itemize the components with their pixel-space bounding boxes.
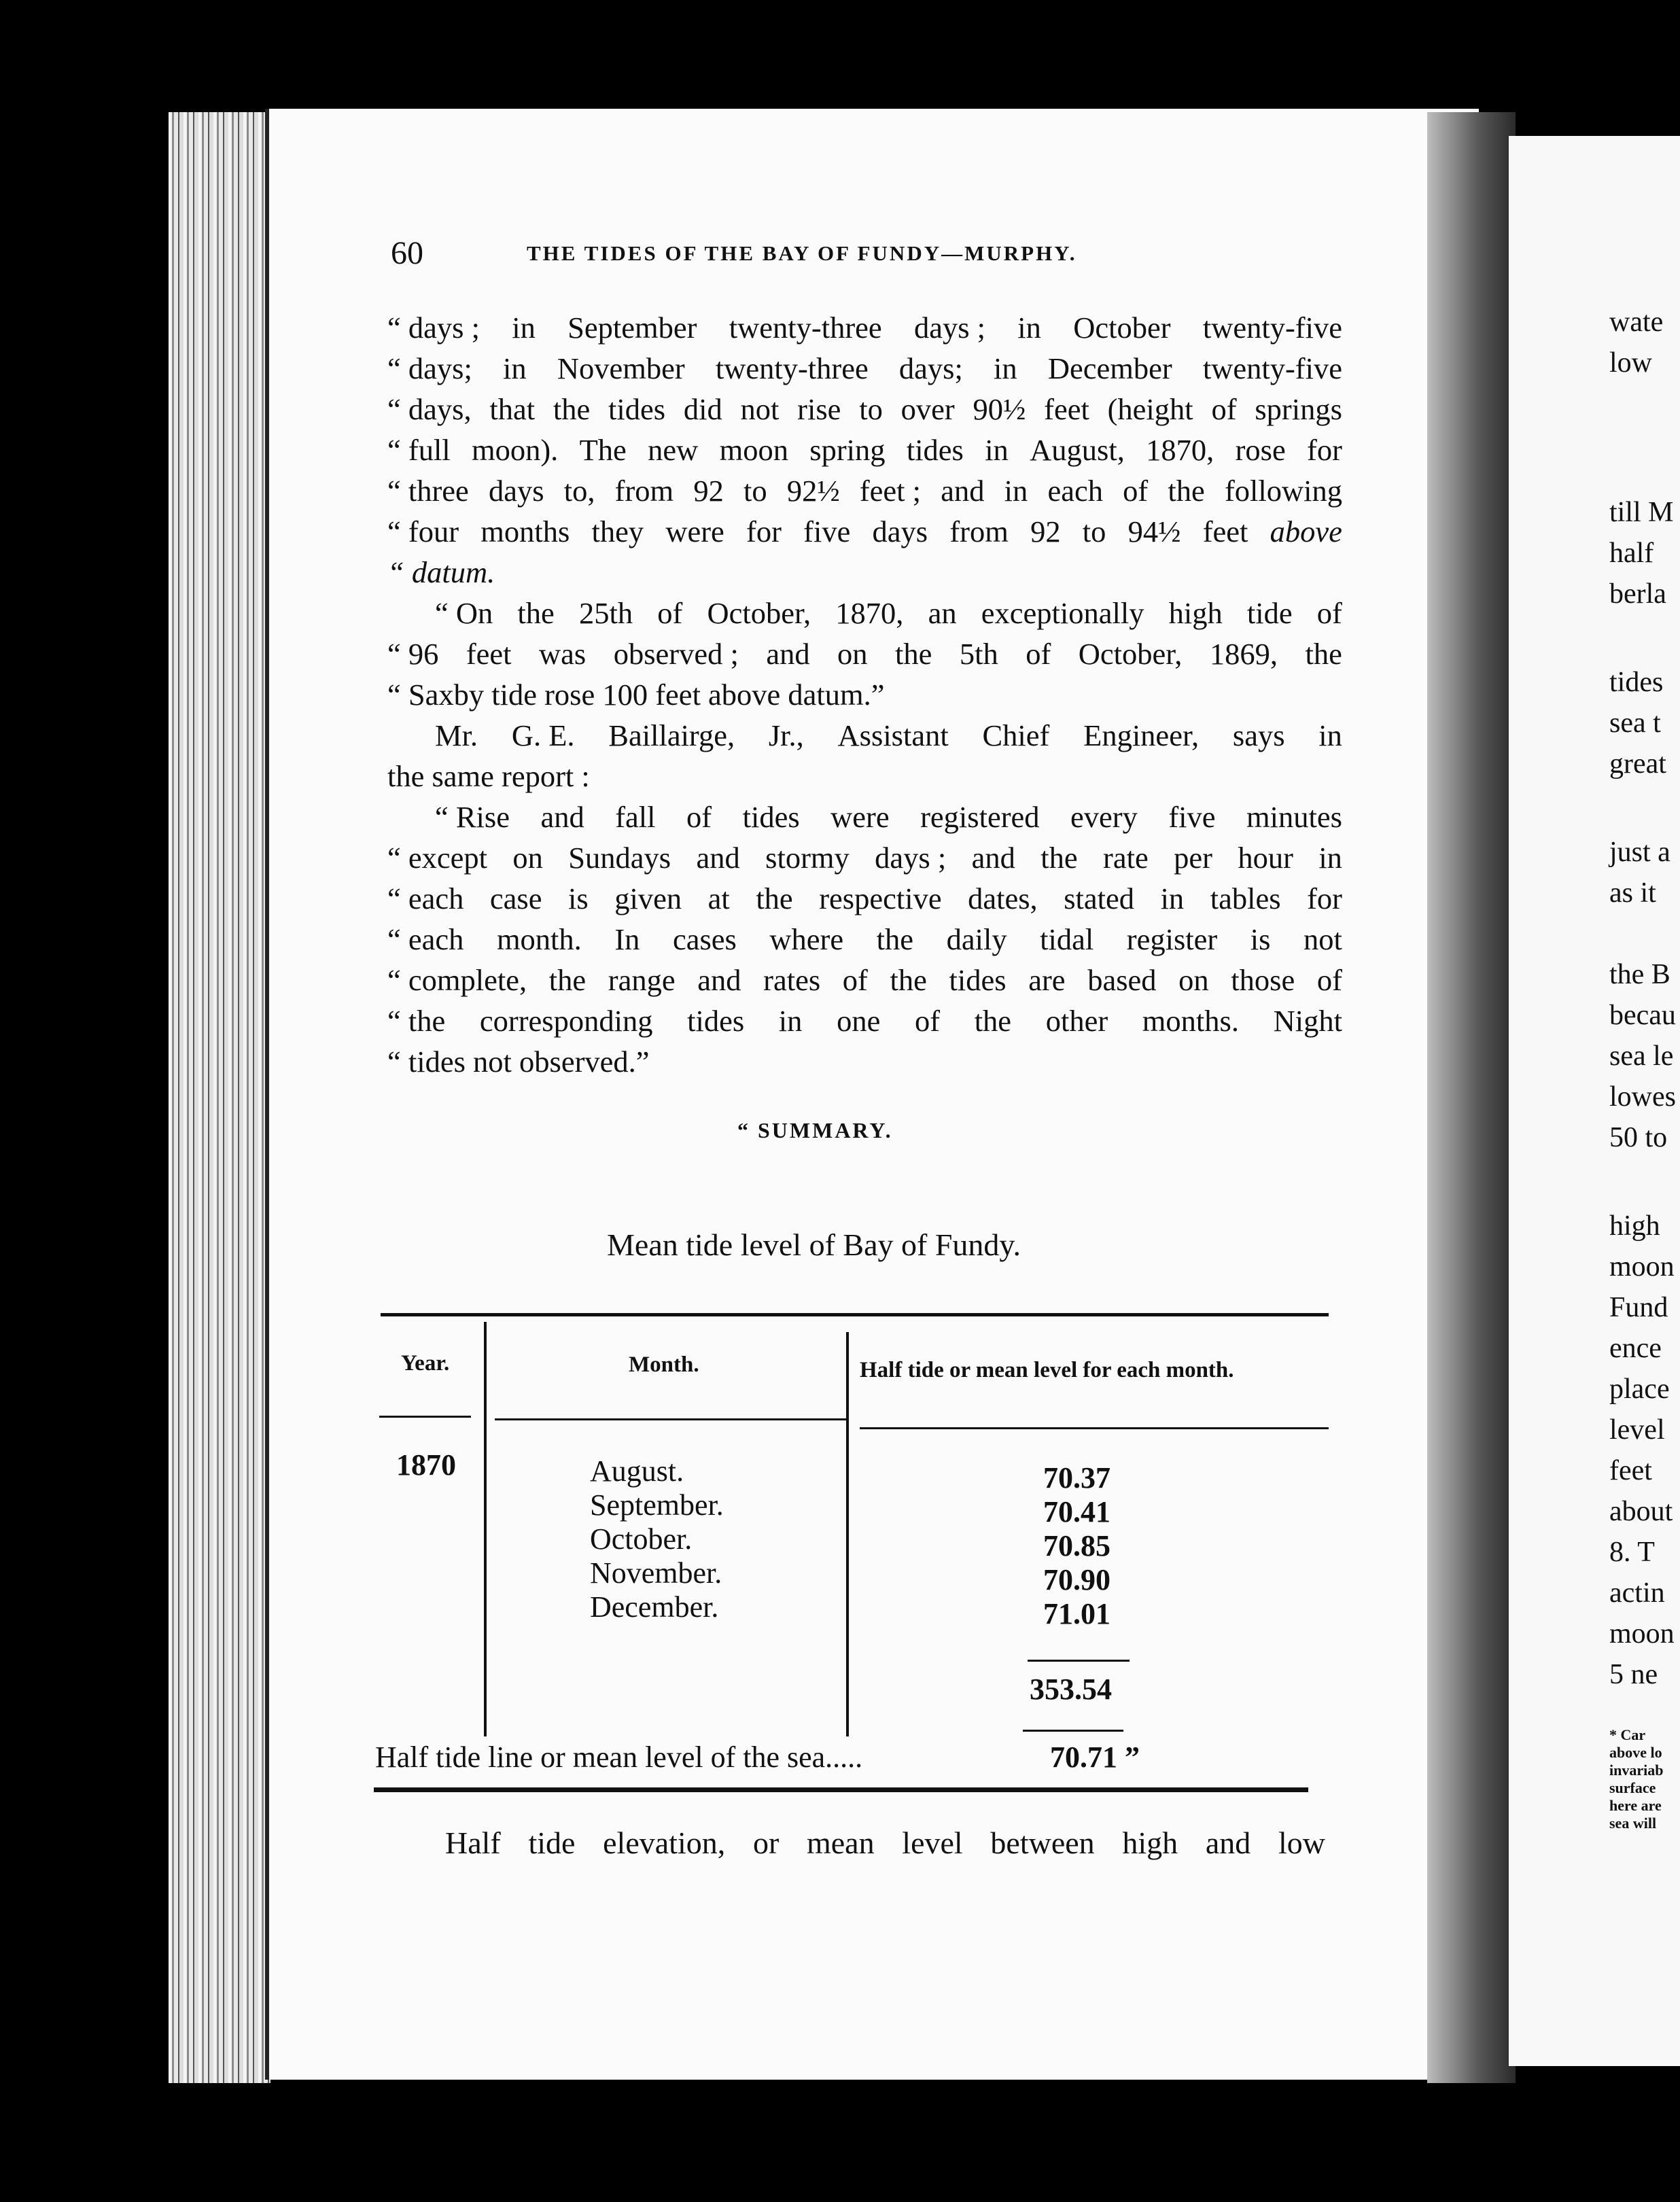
word: of	[1026, 637, 1051, 671]
facing-page-line: becau	[1609, 1000, 1676, 1031]
facing-page-line: 5 ne	[1609, 1659, 1658, 1690]
word: “ Rise	[435, 800, 510, 834]
word: corresponding	[479, 1004, 653, 1038]
word: of	[1211, 392, 1237, 426]
facing-page-line: half	[1609, 538, 1654, 569]
word: the	[974, 1004, 1012, 1038]
word: twenty-five	[1202, 351, 1342, 385]
facing-page-line: as it	[1609, 877, 1656, 909]
column-header-year: Year.	[401, 1351, 450, 1376]
word: Sundays	[568, 841, 671, 875]
word: days ;	[875, 841, 947, 875]
word: of	[1316, 963, 1342, 997]
facing-page-line: wate	[1609, 307, 1664, 338]
facing-page-line: place	[1609, 1374, 1670, 1405]
word: the	[1168, 474, 1205, 508]
word: based	[1087, 963, 1157, 997]
word: to	[859, 392, 883, 426]
word: Half	[445, 1825, 501, 1860]
word: moon).	[472, 433, 559, 467]
word: G. E.	[511, 718, 575, 752]
word: October,	[1078, 637, 1183, 671]
word: “ days;	[387, 351, 472, 385]
facing-page-footnote: invariab	[1609, 1762, 1664, 1779]
word: for	[1307, 881, 1342, 915]
word: August,	[1030, 433, 1125, 467]
word: “ each	[387, 881, 464, 915]
word: months	[480, 514, 570, 548]
word: on	[837, 637, 868, 671]
word: level	[902, 1825, 963, 1860]
word: “ On	[435, 596, 493, 630]
month-list	[590, 1454, 724, 1624]
word: tide	[528, 1825, 576, 1860]
text-line	[387, 430, 1342, 470]
word: case	[489, 881, 542, 915]
facing-page-line: high	[1609, 1210, 1660, 1242]
word: tides	[608, 392, 666, 426]
word: 92	[693, 474, 724, 508]
word: in	[503, 351, 527, 385]
word: Mr.	[435, 718, 478, 752]
facing-page-line: lowes	[1609, 1081, 1676, 1113]
word: In	[614, 922, 640, 956]
running-title: THE TIDES OF THE BAY OF FUNDY—MURPHY.	[527, 241, 1077, 265]
word: feet	[466, 637, 512, 671]
word: the	[890, 963, 927, 997]
word: days;	[898, 351, 963, 385]
word: September	[567, 311, 697, 345]
word: for	[746, 514, 782, 548]
body-text	[387, 307, 1342, 1082]
text-line	[387, 878, 1342, 919]
word: they	[591, 514, 644, 548]
word: October	[1073, 311, 1171, 345]
word: “ 96	[387, 637, 439, 671]
word: Engineer,	[1083, 718, 1200, 752]
month-cell: October.	[590, 1522, 693, 1556]
word: above	[1270, 514, 1342, 548]
word: (height	[1107, 392, 1193, 426]
word: 1869,	[1209, 637, 1278, 671]
month-cell: September.	[590, 1488, 724, 1522]
word: 1870,	[1146, 433, 1214, 467]
word: Assistant	[837, 718, 949, 752]
word: of	[657, 596, 683, 630]
word: not	[1303, 922, 1342, 956]
facing-page-line: actin	[1609, 1577, 1665, 1609]
paragraph-2	[387, 593, 1342, 674]
word: springs	[1255, 392, 1342, 426]
word: in	[1160, 881, 1185, 915]
word: on	[1178, 963, 1209, 997]
value-cell: 70.85	[1043, 1529, 1110, 1562]
word: the	[548, 963, 587, 997]
word: respective	[819, 881, 942, 915]
word: from	[949, 514, 1009, 548]
word: rates	[763, 963, 821, 997]
word: in	[985, 433, 1009, 467]
facing-page-line: tides	[1609, 667, 1664, 698]
word: Night	[1273, 1004, 1342, 1038]
facing-page-line: moon	[1609, 1251, 1675, 1282]
text-line	[387, 837, 1342, 878]
sum-rule	[1028, 1660, 1130, 1662]
text-line	[387, 511, 1342, 552]
value-cell: 70.37	[1043, 1461, 1110, 1495]
word: “ full	[387, 433, 451, 467]
word: tides	[687, 1004, 745, 1038]
text-line	[387, 348, 1342, 389]
word: each	[1047, 474, 1103, 508]
word: to,	[563, 474, 595, 508]
word: between	[990, 1825, 1095, 1860]
word: “ except	[387, 841, 487, 875]
word: are	[1028, 963, 1066, 997]
text-line	[387, 715, 1342, 756]
word: twenty-three	[729, 311, 882, 345]
total-rule	[1023, 1730, 1123, 1732]
word: tides	[906, 433, 964, 467]
word: mean	[806, 1825, 875, 1860]
word: of	[1316, 596, 1342, 630]
word: 90½	[973, 392, 1026, 426]
word: tides	[742, 800, 800, 834]
word: daily	[946, 922, 1007, 956]
word: tables	[1210, 881, 1281, 915]
word: “ days,	[387, 392, 472, 426]
word: and	[696, 841, 740, 875]
facing-page-line: ence	[1609, 1333, 1662, 1364]
word: five	[803, 514, 851, 548]
facing-page-footnote: sea will	[1609, 1815, 1657, 1832]
word: spring	[809, 433, 886, 467]
facing-page-footnote: here are	[1609, 1797, 1662, 1814]
word: the	[876, 922, 914, 956]
word: days	[872, 514, 928, 548]
word: the	[756, 881, 793, 915]
word: at	[707, 881, 730, 915]
word: every	[1070, 800, 1138, 834]
facing-page-line: level	[1609, 1414, 1665, 1446]
word: feet	[1044, 392, 1089, 426]
word: registered	[920, 800, 1040, 834]
word: twenty-five	[1202, 311, 1342, 345]
text-line	[387, 470, 1342, 511]
word: an	[928, 596, 957, 630]
word: or	[752, 1825, 780, 1860]
word: and	[941, 474, 985, 508]
word: were	[830, 800, 890, 834]
word: in	[1004, 474, 1028, 508]
text-line: “ tides not observed.”	[387, 1045, 650, 1079]
word: the	[517, 596, 555, 630]
facing-page-line: 50 to	[1609, 1122, 1668, 1153]
closing-line	[445, 1825, 1325, 1861]
header-rule-level	[860, 1427, 1329, 1429]
facing-page-line: the B	[1609, 959, 1670, 990]
summary-heading: “ SUMMARY.	[737, 1118, 893, 1142]
word: rate	[1103, 841, 1149, 875]
word: days	[488, 474, 544, 508]
word: “ three	[387, 474, 469, 508]
word: low	[1278, 1825, 1325, 1860]
word: November	[557, 351, 685, 385]
word: to	[1082, 514, 1106, 548]
month-cell: December.	[590, 1590, 719, 1624]
word: fall	[615, 800, 656, 834]
word: per	[1174, 841, 1212, 875]
facing-page-line: sea t	[1609, 707, 1661, 739]
year-column-divider	[484, 1322, 487, 1736]
word: “ the	[387, 1004, 446, 1038]
word: range	[608, 963, 676, 997]
facing-page	[1509, 136, 1680, 2066]
word: given	[614, 881, 682, 915]
word: month.	[496, 922, 582, 956]
word: Jr.,	[768, 718, 804, 752]
word: hour	[1238, 841, 1293, 875]
word: “ days ;	[387, 311, 480, 345]
word: the	[895, 637, 932, 671]
word: high	[1122, 1825, 1178, 1860]
value-cell: 71.01	[1043, 1597, 1110, 1630]
month-column-divider	[846, 1332, 849, 1736]
word: and	[697, 963, 741, 997]
table-year: 1870	[396, 1448, 456, 1482]
word: 1870,	[835, 596, 904, 630]
word: in	[1017, 311, 1041, 345]
facing-page-line: sea le	[1609, 1041, 1674, 1072]
word: minutes	[1246, 800, 1342, 834]
text-line: “ datum.	[387, 555, 495, 589]
word: from	[614, 474, 674, 508]
word: and	[971, 841, 1015, 875]
word: the	[553, 392, 591, 426]
word: new	[648, 433, 699, 467]
word: 25th	[578, 596, 633, 630]
word: the	[1040, 841, 1078, 875]
value-cell: 70.41	[1043, 1495, 1110, 1528]
value-list	[1043, 1461, 1110, 1631]
word: in	[778, 1004, 803, 1038]
facing-page-footnote: surface	[1609, 1779, 1656, 1796]
text-line: “ Saxby tide rose 100 feet above datum.”	[387, 678, 885, 712]
word: of	[1123, 474, 1149, 508]
value-cell: 70.90	[1043, 1563, 1110, 1596]
facing-page-line: moon	[1609, 1618, 1675, 1649]
word: observed ;	[613, 637, 739, 671]
word: feet	[1202, 514, 1248, 548]
word: feet ;	[859, 474, 922, 508]
word: 5th	[959, 637, 998, 671]
mean-level-value: 70.71 ”	[1050, 1741, 1140, 1774]
word: that	[489, 392, 536, 426]
facing-page-line: just a	[1609, 837, 1670, 868]
word: of	[914, 1004, 941, 1038]
table-total: 353.54	[1030, 1673, 1112, 1706]
facing-page-line: till M	[1609, 497, 1674, 528]
table-caption: Mean tide level of Bay of Fundy.	[607, 1227, 1021, 1262]
word: register	[1126, 922, 1218, 956]
word: following	[1224, 474, 1342, 508]
word: were	[665, 514, 724, 548]
word: over	[900, 392, 955, 426]
word: Chief	[982, 718, 1050, 752]
facing-page-line: feet	[1609, 1455, 1652, 1486]
paragraph-1	[387, 307, 1342, 552]
word: dates,	[968, 881, 1038, 915]
word: of	[686, 800, 712, 834]
word: the	[1305, 637, 1342, 671]
word: five	[1168, 800, 1216, 834]
facing-page-footnote: * Car	[1609, 1726, 1646, 1743]
word: is	[568, 881, 589, 915]
table-bottom-rule	[374, 1787, 1308, 1792]
text-line	[387, 633, 1342, 674]
word: those	[1231, 963, 1295, 997]
word: for	[1307, 433, 1342, 467]
word: Baillairge,	[608, 718, 735, 752]
text-line	[387, 960, 1342, 1000]
gutter-shadow	[1427, 112, 1516, 2083]
word: December	[1047, 351, 1172, 385]
word: of	[842, 963, 868, 997]
word: was	[539, 637, 587, 671]
facing-page-line: great	[1609, 748, 1666, 780]
word: cases	[672, 922, 737, 956]
word: “ four	[387, 514, 459, 548]
text-line	[387, 1000, 1342, 1041]
word: exceptionally	[981, 596, 1144, 630]
facing-page-line: Fund	[1609, 1292, 1668, 1323]
word: rise	[797, 392, 841, 426]
word: on	[512, 841, 543, 875]
word: The	[579, 433, 627, 467]
facing-page-footnote: above lo	[1609, 1744, 1662, 1761]
text-line	[387, 593, 1342, 633]
word: tidal	[1040, 922, 1094, 956]
word: and	[1205, 1825, 1251, 1860]
month-cell: August.	[590, 1454, 684, 1488]
word: twenty-three	[715, 351, 869, 385]
word: and	[540, 800, 584, 834]
month-cell: November.	[590, 1556, 722, 1590]
word: October,	[707, 596, 811, 630]
word: in	[1318, 718, 1342, 752]
paragraph-4	[387, 797, 1342, 1041]
word: elevation,	[603, 1825, 726, 1860]
word: tides	[949, 963, 1007, 997]
word: days ;	[913, 311, 985, 345]
text-line	[387, 797, 1342, 837]
header-rule-month	[495, 1418, 846, 1420]
word: in	[994, 351, 1017, 385]
text-line	[387, 919, 1342, 960]
page-number: 60	[391, 235, 423, 271]
text-line: the same report :	[387, 759, 590, 793]
word: where	[769, 922, 844, 956]
table-top-rule	[381, 1313, 1329, 1316]
word: “ complete,	[387, 963, 527, 997]
word: stormy	[765, 841, 850, 875]
word: one	[837, 1004, 881, 1038]
header-rule-year	[379, 1416, 471, 1418]
word: moon	[719, 433, 788, 467]
word: months.	[1142, 1004, 1239, 1038]
word: is	[1250, 922, 1271, 956]
mean-level-label: Half tide line or mean level of the sea.....	[375, 1741, 863, 1774]
text-line	[387, 389, 1342, 430]
page-header	[391, 234, 1342, 275]
word: did	[683, 392, 722, 426]
word: tide	[1246, 596, 1293, 630]
facing-page-line: about	[1609, 1496, 1673, 1527]
word: in	[512, 311, 536, 345]
word: says	[1232, 718, 1285, 752]
word: high	[1168, 596, 1223, 630]
word: “ each	[387, 922, 464, 956]
paragraph-3	[387, 715, 1342, 756]
column-header-level: Half tide or mean level for each month.	[860, 1358, 1234, 1382]
column-header-month: Month.	[629, 1352, 699, 1377]
word: not	[740, 392, 780, 426]
word: to	[743, 474, 767, 508]
word: 92	[1030, 514, 1061, 548]
word: rose	[1235, 433, 1286, 467]
facing-page-line: low	[1609, 347, 1652, 379]
word: and	[766, 637, 810, 671]
text-line	[387, 307, 1342, 348]
facing-page-line: 8. T	[1609, 1537, 1655, 1568]
page-edges	[169, 112, 270, 2083]
word: 94½	[1127, 514, 1181, 548]
word: 92½	[786, 474, 840, 508]
word: other	[1045, 1004, 1108, 1038]
word: stated	[1064, 881, 1135, 915]
facing-page-line: berla	[1609, 578, 1666, 610]
word: in	[1318, 841, 1342, 875]
